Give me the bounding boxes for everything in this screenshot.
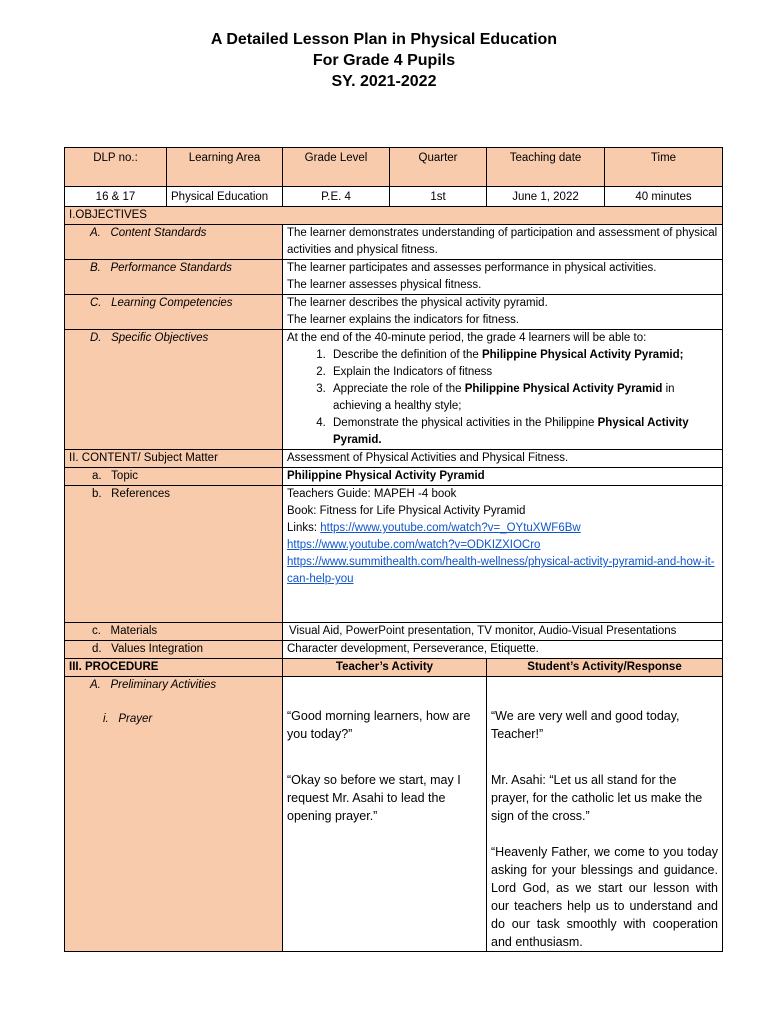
dlp-label: DLP no.: <box>65 148 167 187</box>
lesson-plan-table <box>64 147 722 952</box>
teaching-date-value: June 1, 2022 <box>487 187 605 207</box>
objectives-list <box>287 347 718 449</box>
teacher-activity-header: Teacher’s Activity <box>283 659 487 677</box>
performance-standards-text <box>283 260 723 295</box>
performance-line-1: The learner participates and assesses performance in physical activities. <box>287 262 657 274</box>
document-subtitle: For Grade 4 Pupils <box>312 52 456 69</box>
school-year: SY. 2021-2022 <box>331 73 437 90</box>
student-prayer: “Heavenly Father, we come to you today asking for your blessings and guidance. Lord God, as we start our lesson with our teachers help us to understand and do our task smoothly with cooperation and enthusiasm. <box>491 845 718 949</box>
content-heading: II. CONTENT/ Subject Matter <box>65 450 283 468</box>
reference-line-2: Book: Fitness for Life Physical Activity Pyramid <box>287 505 526 517</box>
header-values-row <box>65 187 723 207</box>
learning-area-value: Physical Education <box>167 187 283 207</box>
performance-standards-label: B. Performance Standards <box>65 260 283 295</box>
time-value: 40 minutes <box>605 187 723 207</box>
topic-row <box>65 468 723 486</box>
preliminary-label-cell <box>65 677 283 952</box>
topic-text: Philippine Physical Activity Pyramid <box>283 468 723 486</box>
link-summithealth[interactable]: https://www.summithealth.com/health-wellness/physical-activity-pyramid-and-how-it-can-help-you <box>287 556 715 585</box>
content-standards-label: A. Content Standards <box>65 225 283 260</box>
content-standards-text: The learner demonstrates understanding of participation and assessment of physical activities and physical fitness. <box>283 225 723 260</box>
quarter-value: 1st <box>390 187 487 207</box>
values-row <box>65 641 723 659</box>
dlp-value: 16 & 17 <box>65 187 167 207</box>
links-label: Links: <box>287 522 321 534</box>
learning-competencies-row <box>65 295 723 330</box>
materials-label: c. Materials <box>65 623 283 641</box>
time-label: Time <box>605 148 723 187</box>
header-labels-row <box>65 148 723 187</box>
grade-level-label: Grade Level <box>283 148 390 187</box>
document-title: A Detailed Lesson Plan in Physical Education <box>210 31 558 48</box>
content-heading-text: Assessment of Physical Activities and Physical Fitness. <box>283 450 723 468</box>
learning-competencies-text <box>283 295 723 330</box>
quarter-label: Quarter <box>390 148 487 187</box>
values-label: d. Values Integration <box>65 641 283 659</box>
grade-level-value: P.E. 4 <box>283 187 390 207</box>
references-row <box>65 486 723 623</box>
procedure-heading-row <box>65 659 723 677</box>
specific-objectives-row <box>65 330 723 450</box>
performance-line-2: The learner assesses physical fitness. <box>287 279 482 291</box>
objective-item: 2. Explain the Indicators of fitness <box>329 364 718 381</box>
performance-standards-row <box>65 260 723 295</box>
competency-line-2: The learner explains the indicators for fitness. <box>287 314 520 326</box>
student-activity-header: Student’s Activity/Response <box>487 659 723 677</box>
learning-competencies-label: C. Learning Competencies <box>65 295 283 330</box>
prayer-label: i. Prayer <box>103 713 153 725</box>
objective-item: 1. Describe the definition of the Philippine Physical Activity Pyramid; <box>329 347 718 364</box>
content-heading-row <box>65 450 723 468</box>
teacher-activity-cell <box>283 677 487 952</box>
objectives-heading: I.OBJECTIVES <box>65 207 723 225</box>
teaching-date-label: Teaching date <box>487 148 605 187</box>
link-youtube-2[interactable]: https://www.youtube.com/watch?v=ODKIZXIOCro <box>287 539 541 551</box>
materials-row <box>65 623 723 641</box>
student-greeting: “We are very well and good today, Teacher!” <box>491 709 680 741</box>
references-text <box>283 486 723 623</box>
objective-item: 4. Demonstrate the physical activities in the Philippine Physical Activity Pyramid. <box>329 415 718 449</box>
teacher-greeting: “Good morning learners, how are you today?” <box>287 709 471 741</box>
references-label: b. References <box>65 486 283 623</box>
learning-area-label: Learning Area <box>167 148 283 187</box>
links-line <box>287 520 718 537</box>
values-text: Character development, Perseverance, Etiquette. <box>283 641 723 659</box>
preliminary-activities-label: A. Preliminary Activities <box>90 679 217 691</box>
specific-objectives-label: D. Specific Objectives <box>65 330 283 450</box>
content-standards-row <box>65 225 723 260</box>
objectives-heading-row <box>65 207 723 225</box>
competency-line-1: The learner describes the physical activity pyramid. <box>287 297 548 309</box>
topic-label: a. Topic <box>65 468 283 486</box>
student-asahi-line: Mr. Asahi: “Let us all stand for the prayer, for the catholic let us make the sign of the cross.” <box>491 773 703 823</box>
preliminary-row <box>65 677 723 952</box>
procedure-heading: III. PROCEDURE <box>65 659 283 677</box>
objective-item: 3. Appreciate the role of the Philippine Physical Activity Pyramid in achieving a healthy style; <box>329 381 718 415</box>
specific-objectives-intro: At the end of the 40-minute period, the grade 4 learners will be able to: <box>287 332 647 344</box>
teacher-prayer-request: “Okay so before we start, may I request Mr. Asahi to lead the opening prayer.” <box>287 773 461 823</box>
specific-objectives-text <box>283 330 723 450</box>
link-youtube-1[interactable]: https://www.youtube.com/watch?v=_OYtuXWF6Bw <box>320 522 581 534</box>
reference-line-1: Teachers Guide: MAPEH -4 book <box>287 488 457 500</box>
materials-text: Visual Aid, PowerPoint presentation, TV monitor, Audio-Visual Presentations <box>283 623 723 641</box>
student-activity-cell <box>487 677 723 952</box>
